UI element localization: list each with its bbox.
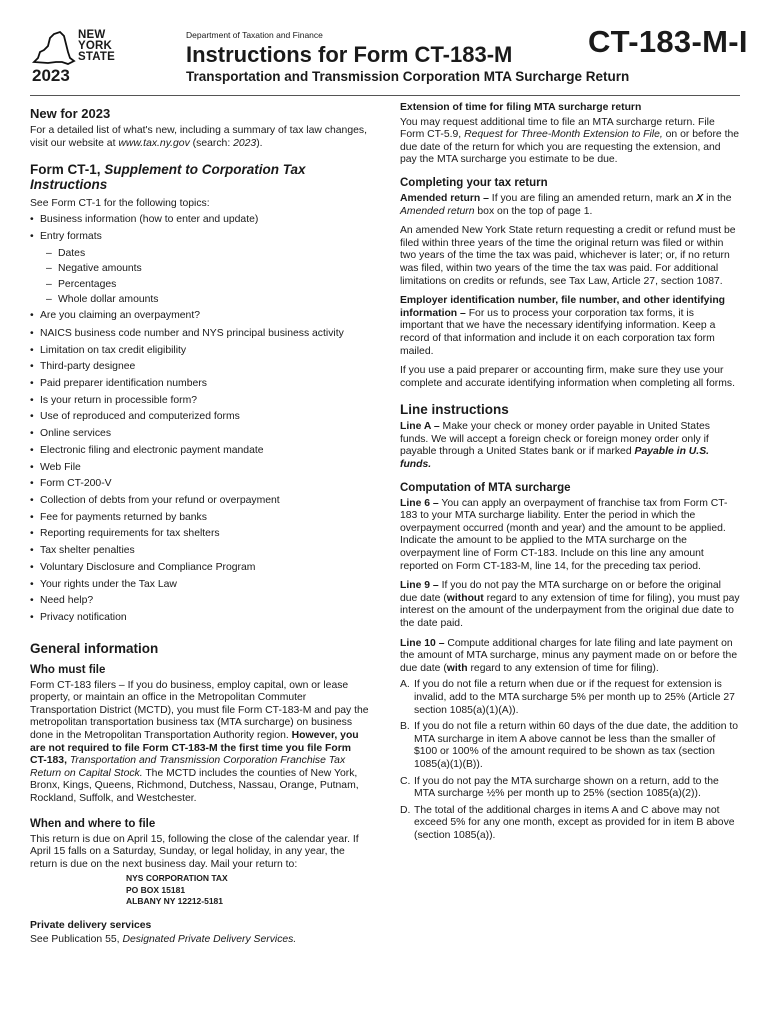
list-item: – Percentages [46,277,370,293]
list-item: D. The total of the additional charges in items A and C above may not exceed 5% for any one month, except as provided for in item B above (section 1085(a)). [400,804,735,841]
list-item: • NAICS business code number and NYS principal business activity [30,327,370,340]
extension-text: You may request additional time to file an MTA surcharge return. File Form CT-5.9, Request for Three-Month Extension to File, on or before the due date of the return for which you are requesting the extension, and pay the MTA surcharge you estimate to be due. [400,116,740,166]
ct1-heading: Form CT-1, Supplement to Corporation Tax Instructions [30,162,306,193]
logo-year: 2023 [32,66,70,85]
list-item: • Web File [30,460,370,477]
left-column [30,100,370,954]
private-delivery-text: See Publication 55, Designated Private Delivery Services. [30,934,297,946]
list-item: • Third-party designee [30,359,370,376]
list-item: – Negative amounts [46,261,370,277]
list-item: • Privacy notification [30,610,370,627]
line-6-text: Line 6 – You can apply an overpayment of franchise tax from Form CT-183 to your MTA surcharge liability. Enter the period in which the overpayment occurred (month and year) and the amount to be applied. Indicate the amount to be applied to the MTA surcharge on the overpayment line of Form CT-183. Include on this line any amount reported on Form CT-183-M, line 14, for the preceding tax period. [400,497,728,572]
list-item: • Collection of debts from your refund or overpayment [30,493,370,510]
list-item: • Limitation on tax credit eligibility [30,343,370,360]
list-item: • Need help? [30,593,370,610]
computation-heading: Computation of MTA surcharge [400,481,571,494]
list-item: • Use of reproduced and computerized forms [30,409,370,426]
right-column [400,100,740,847]
general-info-heading: General information [30,640,159,656]
additional-charges-list [400,679,740,842]
amended-return-limits-text: An amended New York State return requesting a credit or refund must be filed within three years of the time the original return was filed or within two years of the time the tax was paid, whichever is later; or, if no return was filed, within two years of the time the tax was paid. For additional limitations on credits or refunds, see Tax Law, Article 27, section 1087. [400,225,736,287]
ein-text: Employer identification number, file number, and other identifying information – For us to process your corporation tax forms, it is important that we have the necessary identifying information. Keep a record of that information and include it on each corporation tax form mailed. [400,295,726,357]
department-name: Department of Taxation and Finance [186,30,323,40]
list-item: • Paid preparer identification numbers [30,376,370,393]
amended-return-text: Amended return – If you are filing an amended return, mark an X in the Amended return box on the top of page 1. [400,192,732,217]
page-title: Instructions for Form CT-183-M [186,42,513,67]
list-item: A. If you do not file a return when due or if the request for extension is invalid, add to the MTA surcharge 5% per month up to 25% (Article 27 section 1085(a)(1)(A)). [400,679,735,716]
list-item: – Whole dollar amounts [46,292,370,308]
logo-line-york: YORK [78,40,113,52]
mailing-address: NYS CORPORATION TAX PO BOX 15181 ALBANY NY 12212-5181 [126,873,228,907]
header-divider [30,95,740,96]
when-where-heading: When and where to file [30,817,156,830]
list-item: • Entry formats – Dates – Negative amounts – Percentages – Whole dollar amounts [30,229,370,308]
list-item: • Electronic filing and electronic payment mandate [30,443,370,460]
line-9-text: Line 9 – If you do not pay the MTA surcharge on or before the original due date (without regard to any extension of time for filing), you must pay interest on the amount of the underpayment from the original due date to the date paid. [400,580,740,629]
paid-preparer-text: If you use a paid preparer or accounting firm, make sure they use your complete and accurate identifying information when completing all forms. [400,365,735,389]
who-must-file-heading: Who must file [30,663,106,676]
list-item: • Voluntary Disclosure and Compliance Program [30,560,370,577]
list-item: C. If you do not pay the MTA surcharge shown on a return, add to the MTA surcharge ½% per month up to 25% (section 1085(a)(2)). [400,775,719,800]
entry-formats-list [40,246,370,308]
topics-list [30,212,370,626]
when-where-text: This return is due on April 15, following the close of the calendar year. If April 15 falls on a Saturday, Sunday, or legal holiday, in any year, the return is due on the next business day. Mail your return to: [30,833,359,870]
list-item: • Is your return in processible form? [30,393,370,410]
new-for-heading: New for 2023 [30,106,111,121]
new-for-text: For a detailed list of what's new, including a summary of tax law changes, visit our website at www.tax.ny.gov (search: 2023). [30,125,367,149]
list-item: • Tax shelter penalties [30,543,370,560]
extension-heading: Extension of time for filing MTA surcharge return [400,102,642,113]
line-a-text: Line A – Make your check or money order payable in United States funds. We will accept a foreign check or foreign money order only if payable through a United States bank or if marked Payable in U.S. funds. [400,421,710,471]
list-item: • Are you claiming an overpayment? [30,308,370,325]
line-instructions-heading: Line instructions [400,402,509,418]
list-item: • Reporting requirements for tax shelters [30,526,370,543]
list-item: • Business information (how to enter and update) [30,212,370,229]
completing-heading: Completing your tax return [400,176,548,189]
list-item: • Online services [30,426,370,443]
who-must-file-text: Form CT-183 filers – If you do business, employ capital, own or lease property, or maintain an office in the Metropolitan Commuter Transportation District (MCTD), you must file Form CT-183-M and pay the metropolitan transportation business tax (MTA surcharge) on business done in the Metropolitan Transportation Authority region. However, you are not required to file Form CT-183-M the first time you file Form CT-183, Transportation and Transmission Corporation Franchise Tax Return on Capital Stock. The MCTD includes the counties of New York, Bronx, Kings, Queens, Richmond, Dutchess, Nassau, Orange, Putnam, Rockland, Suffolk, and Westchester. [30,679,369,804]
logo-line-state: STATE [78,51,115,63]
list-item: • Fee for payments returned by banks [30,510,370,527]
list-item: • Form CT-200-V [30,476,370,493]
logo-line-new: NEW [78,29,106,41]
form-id: CT-183-M-I [588,24,748,59]
nys-logo [28,26,128,88]
website-link[interactable]: www.tax.ny.gov [118,137,190,149]
list-item: B. If you do not file a return within 60 days of the due date, the addition to MTA surcharge in item A above cannot be less than the smaller of $100 or 100% of the amount required to be shown as tax (section 1085(a)(1)(B)). [400,721,739,770]
ct1-intro: See Form CT-1 for the following topics: [30,198,210,210]
page-subtitle: Transportation and Transmission Corporation MTA Surcharge Return [186,69,630,84]
line-10-text: Line 10 – Compute additional charges for late filing and late payment on the amount of MTA surcharge, minus any payment made on or before the due date (with regard to any extension of time for filing). [400,637,738,674]
list-item: – Dates [46,246,370,262]
private-delivery-heading: Private delivery services [30,919,152,931]
new-york-state-outline-icon [28,28,76,68]
list-item: • Your rights under the Tax Law [30,577,370,594]
